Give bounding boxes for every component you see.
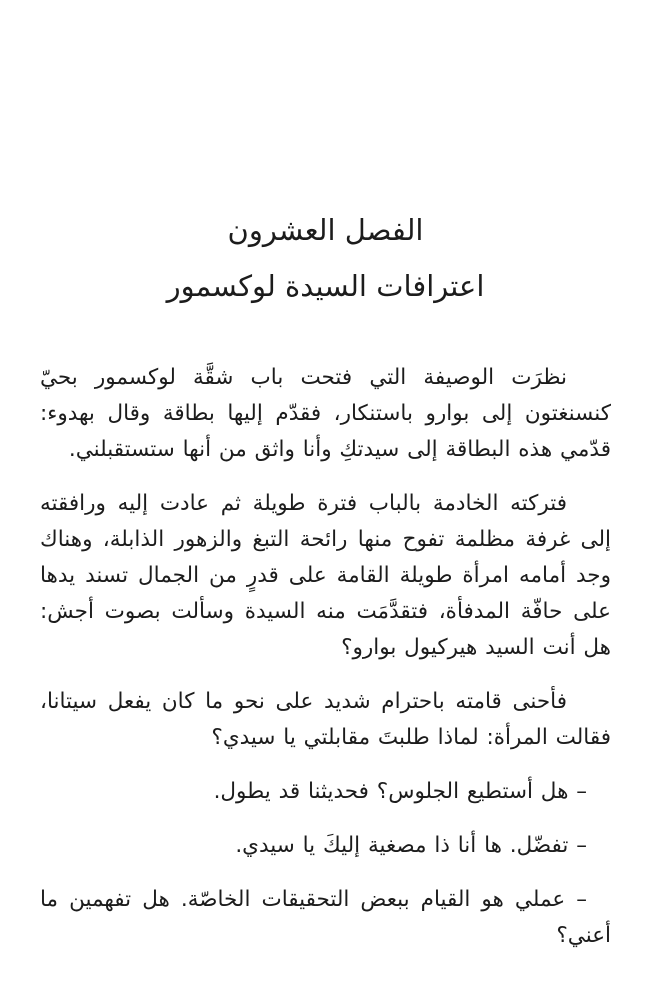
paragraph-1: نظرَت الوصيفة التي فتحت باب شقَّة لوكسمور بحيّ كنسنغتون إلى بوارو باستنكار، فقدّم إليها بطاقة وقال بهدوء: قدّمي هذه البطاقة إلى سيدتكِ وأنا واثق من أنها ستستقبلني. — [40, 365, 611, 462]
paragraph-2: فتركته الخادمة بالباب فترة طويلة ثم عادت إليه ورافقته إلى غرفة مظلمة تفوح منها رائحة التبغ والزهور الذابلة، وهناك وجد أمامه امرأة طويلة القامة على قدرٍ من الجمال تسند يدها على حافّة المدفأة، فتقدَّمَت منه السيدة وسألت بصوت أجش: هل أنت السيد هيركيول بوارو؟ — [40, 491, 611, 660]
paragraph-3: فأحنى قامته باحترام شديد على نحو ما كان يفعل سيتانا، فقالت المرأة: لماذا طلبتَ مقابلتي يا سيدي؟ — [40, 689, 611, 750]
page-content — [40, 0, 611, 972]
chapter-title: الفصل العشرون — [227, 213, 424, 247]
dialogue-line-2: – تفضّل. ها أنا ذا مصغية إليكَ يا سيدي. — [235, 833, 587, 858]
chapter-text-block — [40, 360, 611, 954]
dialogue-line-3: – عملي هو القيام ببعض التحقيقات الخاصّة. هل تفهمين ما أعني؟ — [40, 887, 611, 948]
dialogue-line-1: – هل أستطيع الجلوس؟ فحديثنا قد يطول. — [213, 779, 587, 804]
chapter-subtitle: اعترافات السيدة لوكسمور — [166, 269, 485, 303]
